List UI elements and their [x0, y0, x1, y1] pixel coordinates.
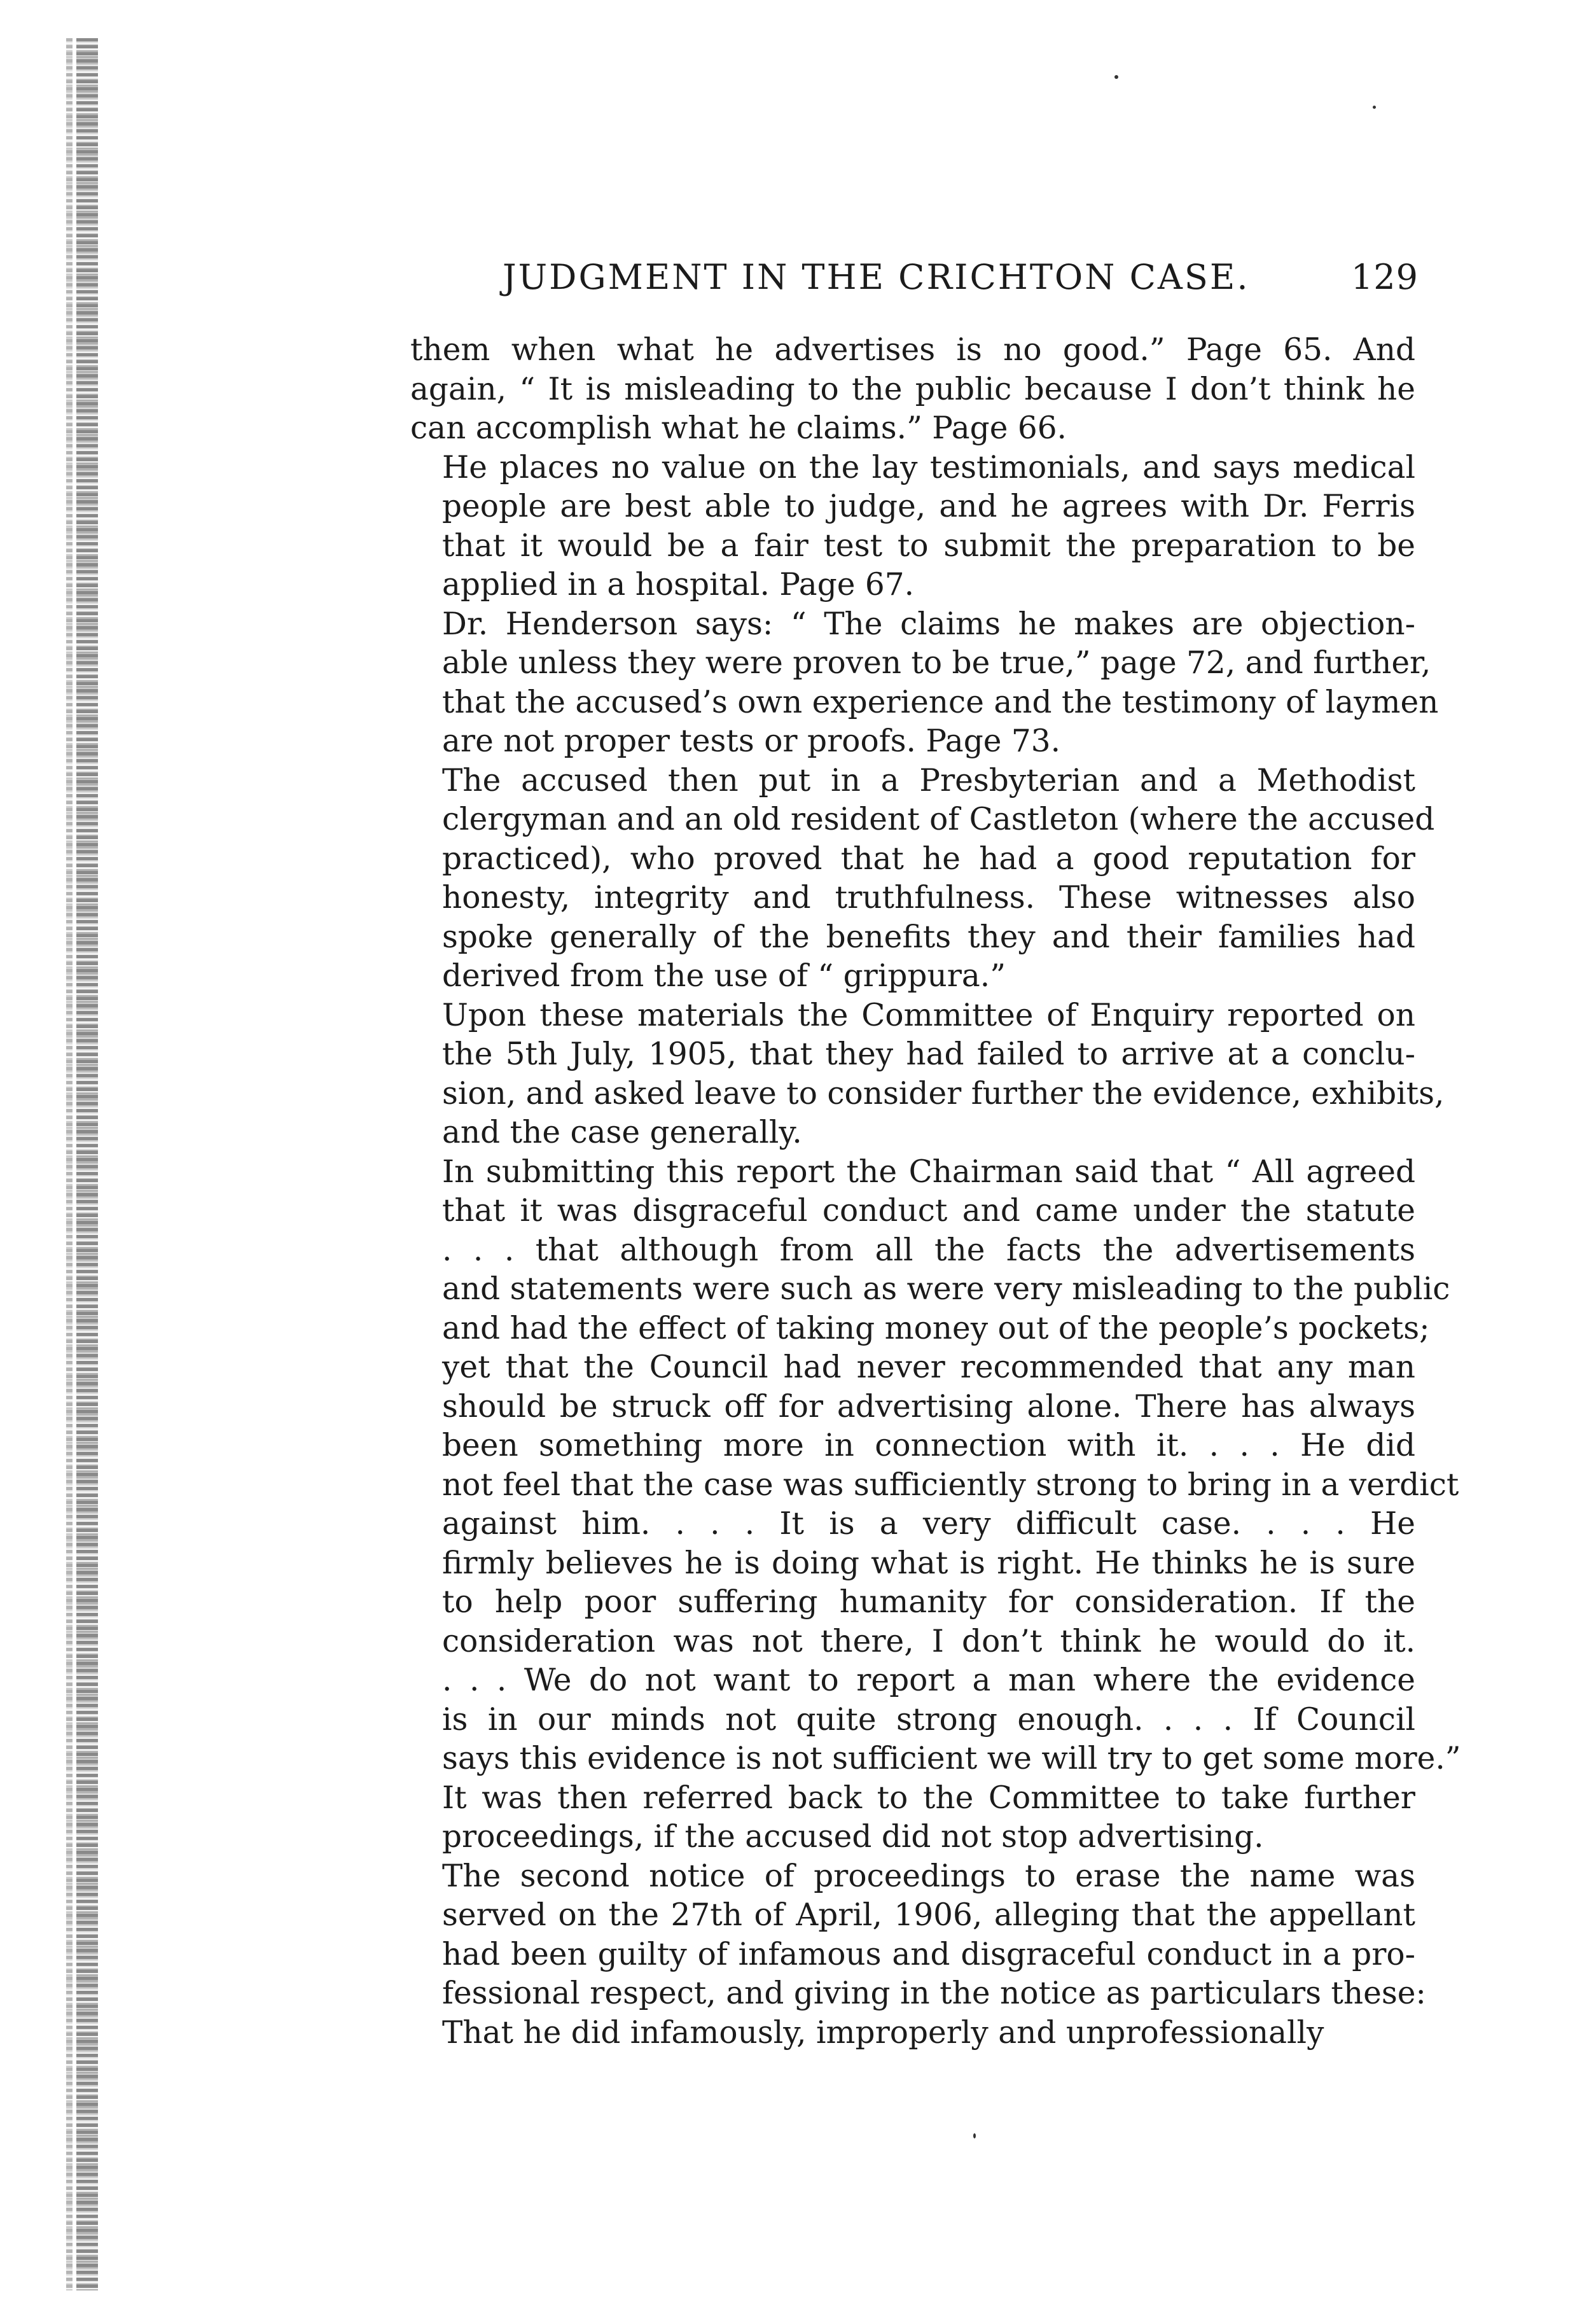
text-line: practiced), who proved that he had a good reputation for	[442, 840, 1415, 877]
text-line: applied in a hospital. Page 67.	[442, 567, 914, 603]
text-line: spoke generally of the benefits they and their families had	[442, 919, 1415, 955]
paragraph	[410, 996, 1445, 1153]
text-line: consideration was not there, I don’t think he would do it.	[442, 1623, 1415, 1659]
text-line: that the accused’s own experience and the testimony of laymen	[442, 684, 1439, 720]
text-line: are not proper tests or proofs. Page 73.	[442, 723, 1060, 759]
text-line: against him. . . . It is a very difficult case. . . . He	[442, 1506, 1415, 1542]
text-line: sion, and asked leave to consider further the evidence, exhibits,	[442, 1075, 1445, 1112]
text-line: is in our minds not quite strong enough. . . . If Council	[442, 1701, 1415, 1738]
text-line: fessional respect, and giving in the notice as particulars these:	[442, 1976, 1426, 2011]
paper-speck	[1114, 75, 1118, 79]
text-line: to help poor suffering humanity for consideration. If the	[442, 1584, 1415, 1620]
text-line: served on the 27th of April, 1906, alleging that the appellant	[442, 1897, 1415, 1933]
paragraph	[410, 762, 1435, 996]
text-line: the 5th July, 1905, that they had failed to arrive at a conclu-	[442, 1036, 1415, 1072]
paragraph	[410, 605, 1439, 762]
text-line: not feel that the case was sufficiently strong to bring in a verdict	[442, 1467, 1459, 1503]
page-number: 129	[1350, 257, 1419, 297]
page-body	[410, 331, 1461, 2053]
text-line: and the case generally.	[442, 1115, 802, 1150]
text-line: that it would be a fair test to submit the preparation to be	[442, 527, 1415, 564]
text-line: and statements were such as were very misleading to the public	[442, 1271, 1450, 1307]
text-line: again, “ It is misleading to the public because I don’t think he	[410, 371, 1415, 407]
running-title: JUDGMENT IN THE CRICHTON CASE.	[503, 257, 1250, 297]
text-line: and had the effect of taking money out of the people’s pockets;	[442, 1310, 1430, 1346]
text-line: The second notice of proceedings to erase the name was	[442, 1858, 1415, 1894]
paragraph	[410, 331, 1415, 449]
text-line: yet that the Council had never recommended that any man	[442, 1349, 1415, 1385]
text-line: In submitting this report the Chairman said that “ All agreed	[442, 1154, 1415, 1190]
paper-speck	[1373, 106, 1376, 109]
text-line: had been guilty of infamous and disgraceful conduct in a pro-	[442, 1936, 1415, 1972]
text-line: honesty, integrity and truthfulness. These witnesses also	[442, 880, 1415, 916]
text-line: should be struck off for advertising alone. There has always	[442, 1388, 1415, 1425]
text-line: firmly believes he is doing what is right. He thinks he is sure	[442, 1545, 1415, 1581]
text-line: clergyman and an old resident of Castleton (where the accused	[442, 802, 1435, 837]
binding-edge-shadow	[76, 38, 98, 2290]
binding-edge-line	[66, 38, 73, 2290]
text-line: been something more in connection with it. . . . He did	[442, 1428, 1415, 1463]
text-line: . . . that although from all the facts the advertisements	[442, 1232, 1415, 1268]
text-line: Upon these materials the Committee of Enquiry reported on	[442, 997, 1415, 1033]
text-line: able unless they were proven to be true,” page 72, and further,	[442, 645, 1431, 681]
text-line: That he did infamously, improperly and unprofessionally	[442, 2014, 1324, 2051]
paragraph	[410, 449, 1415, 605]
text-line: Dr. Henderson says: “ The claims he makes are objection-	[442, 606, 1415, 642]
text-line: It was then referred back to the Committee to take further	[442, 1780, 1415, 1816]
paragraph	[410, 1153, 1461, 1779]
text-line: that it was disgraceful conduct and came under the statute	[442, 1193, 1415, 1229]
text-line: He places no value on the lay testimonials, and says medical	[442, 449, 1415, 485]
paper-speck	[973, 2133, 976, 2138]
text-line: . . . We do not want to report a man where the evidence	[442, 1662, 1415, 1698]
text-line: derived from the use of “ grippura.”	[442, 958, 1006, 994]
text-line: The accused then put in a Presbyterian and a Methodist	[442, 762, 1415, 798]
text-line: says this evidence is not sufficient we will try to get some more.”	[442, 1741, 1461, 1776]
text-line: people are best able to judge, and he agrees with Dr. Ferris	[442, 489, 1415, 524]
text-line: can accomplish what he claims.” Page 66.	[410, 410, 1067, 446]
paragraph	[410, 1779, 1415, 1857]
running-header	[503, 257, 1419, 308]
paragraph	[410, 1857, 1426, 2053]
text-line: proceedings, if the accused did not stop advertising.	[442, 1819, 1264, 1855]
text-line: them when what he advertises is no good.” Page 65. And	[410, 332, 1415, 368]
